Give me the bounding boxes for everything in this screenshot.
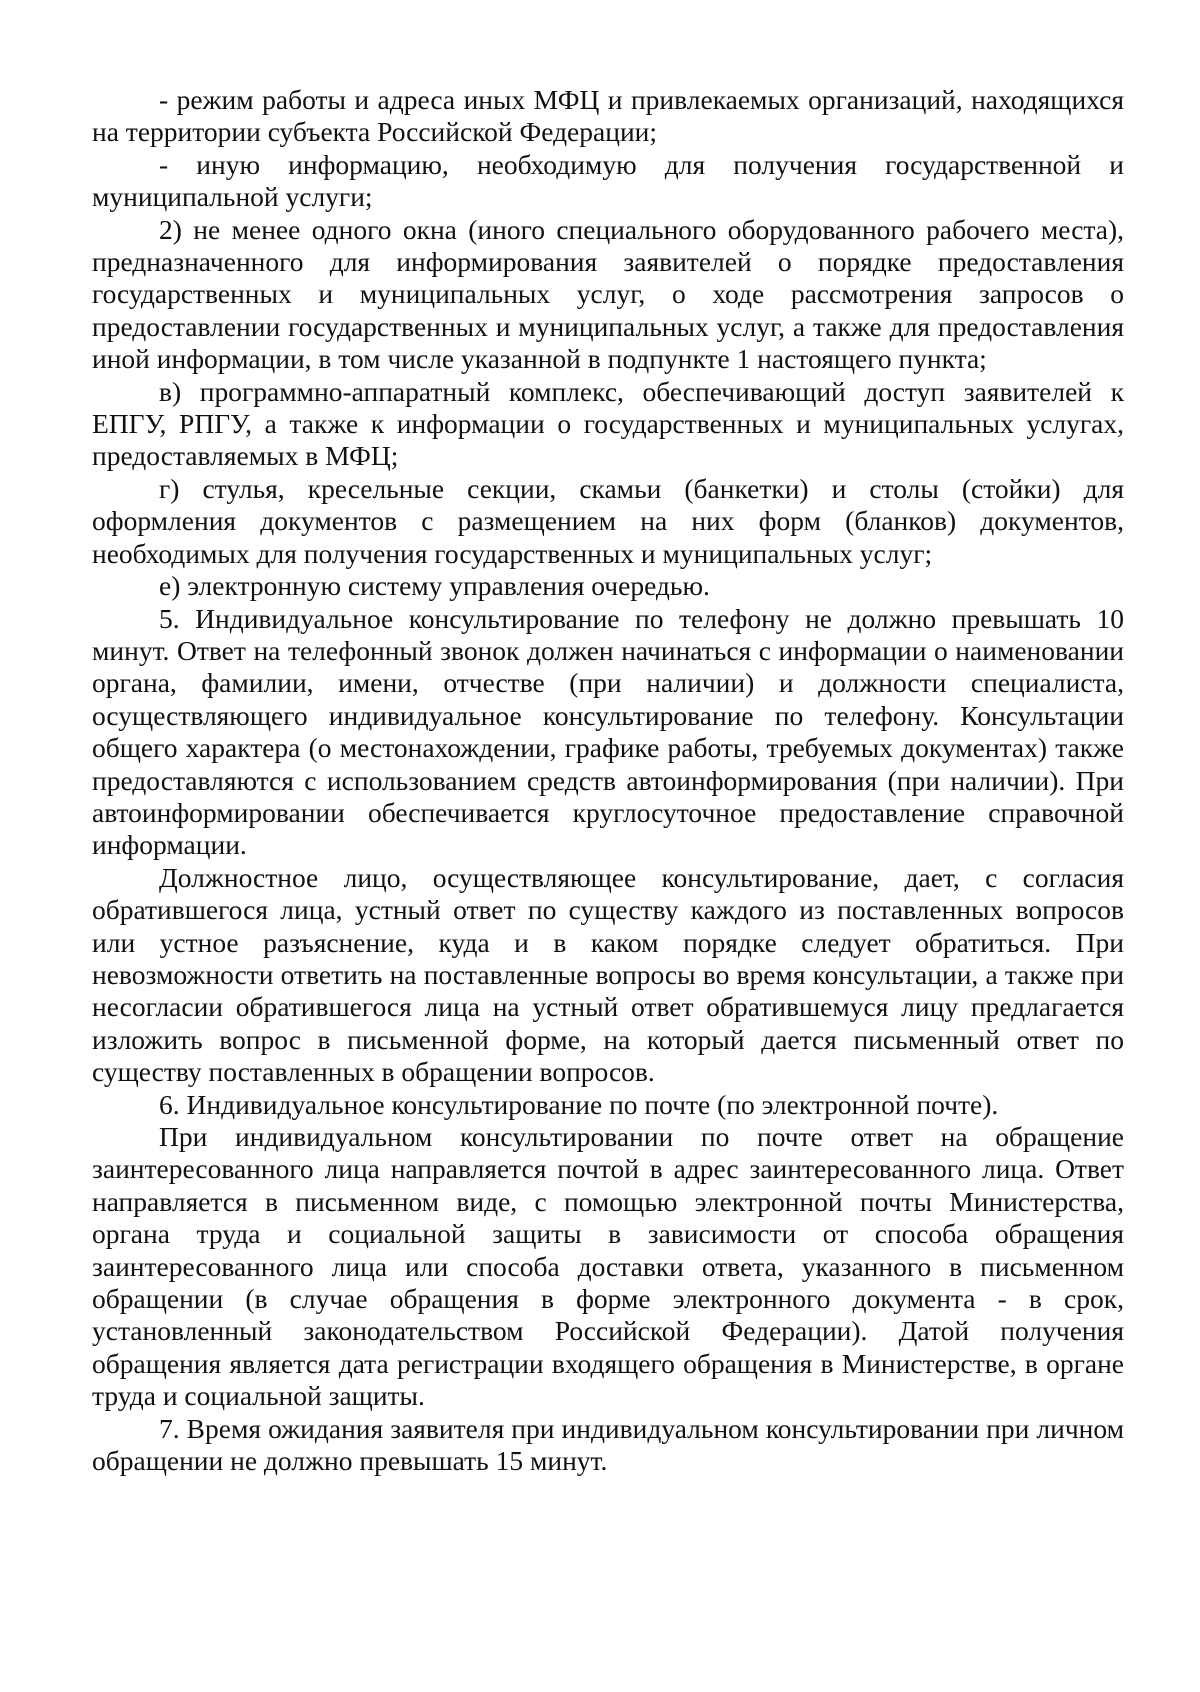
paragraph-official-answer: Должностное лицо, осуществляющее консультирование, дает, с согласия обратившегося лица, устный ответ по существу каждого из поставленных вопросов или устное разъяснение, куда и в каком порядке следует обратиться. При невозможности ответить на поставленные вопросы во время консультации, а также при несогласии обратившегося лица на устный ответ обратившемуся лицу предлагается изложить вопрос в письменной форме, на который дается письменный ответ по существу поставленных в обращении вопросов. (92, 861, 1124, 1088)
paragraph-queue-system: е) электронную систему управления очередью. (159, 570, 710, 602)
paragraph-waiting-time: 7. Время ожидания заявителя при индивидуальном консультировании при личном обращении не должно превышать 15 минут. (92, 1412, 1124, 1477)
paragraph-furniture: г) стулья, кресельные секции, скамьи (банкетки) и столы (стойки) для оформления документов с размещением на них форм (бланков) документов, необходимых для получения государственных и муниципальных услуг; (92, 472, 1124, 569)
paragraph-hardware-complex: в) программно-аппаратный комплекс, обеспечивающий доступ заявителей к ЕПГУ, РПГУ, а также к информации о государственных и муниципальных услугах, предоставляемых в МФЦ; (92, 375, 1124, 472)
paragraph-phone-consulting: 5. Индивидуальное консультирование по телефону не должно превышать 10 минут. Ответ на телефонный звонок должен начинаться с информации о наименовании органа, фамилии, имени, отчестве (при наличии) и должности специалиста, осуществляющего индивидуальное консультирование по телефону. Консультации общего характера (о местонахождении, графике работы, требуемых документах) также предоставляются с использованием средств автоинформирования (при наличии). При автоинформировании обеспечивается круглосуточное предоставление справочной информации. (92, 602, 1124, 861)
paragraph-mail-consulting-heading: 6. Индивидуальное консультирование по почте (по электронной почте). (159, 1088, 999, 1120)
document-body (92, 84, 1124, 1477)
paragraph-other-info: - иную информацию, необходимую для получения государственной и муниципальной услуги; (92, 148, 1124, 213)
paragraph-mail-consulting: При индивидуальном консультировании по почте ответ на обращение заинтересованного лица направляется почтой в адрес заинтересованного лица. Ответ направляется в письменном виде, с помощью электронной почты Министерства, органа труда и социальной защиты в зависимости от способа обращения заинтересованного лица или способа доставки ответа, указанного в письменном обращении (в случае обращения в форме электронного документа - в срок, установленный законодательством Российской Федерации). Датой получения обращения является дата регистрации входящего обращения в Министерстве, в органе труда и социальной защиты. (92, 1121, 1124, 1412)
paragraph-info-window: 2) не менее одного окна (иного специального оборудованного рабочего места), предназначенного для информирования заявителей о порядке предоставления государственных и муниципальных услуг, о ходе рассмотрения запросов о предоставлении государственных и муниципальных услуг, а также для предоставления иной информации, в том числе указанной в подпункте 1 настоящего пункта; (92, 213, 1124, 375)
paragraph-mfc-schedule: - режим работы и адреса иных МФЦ и привлекаемых организаций, находящихся на территории субъекта Российской Федерации; (92, 84, 1124, 148)
